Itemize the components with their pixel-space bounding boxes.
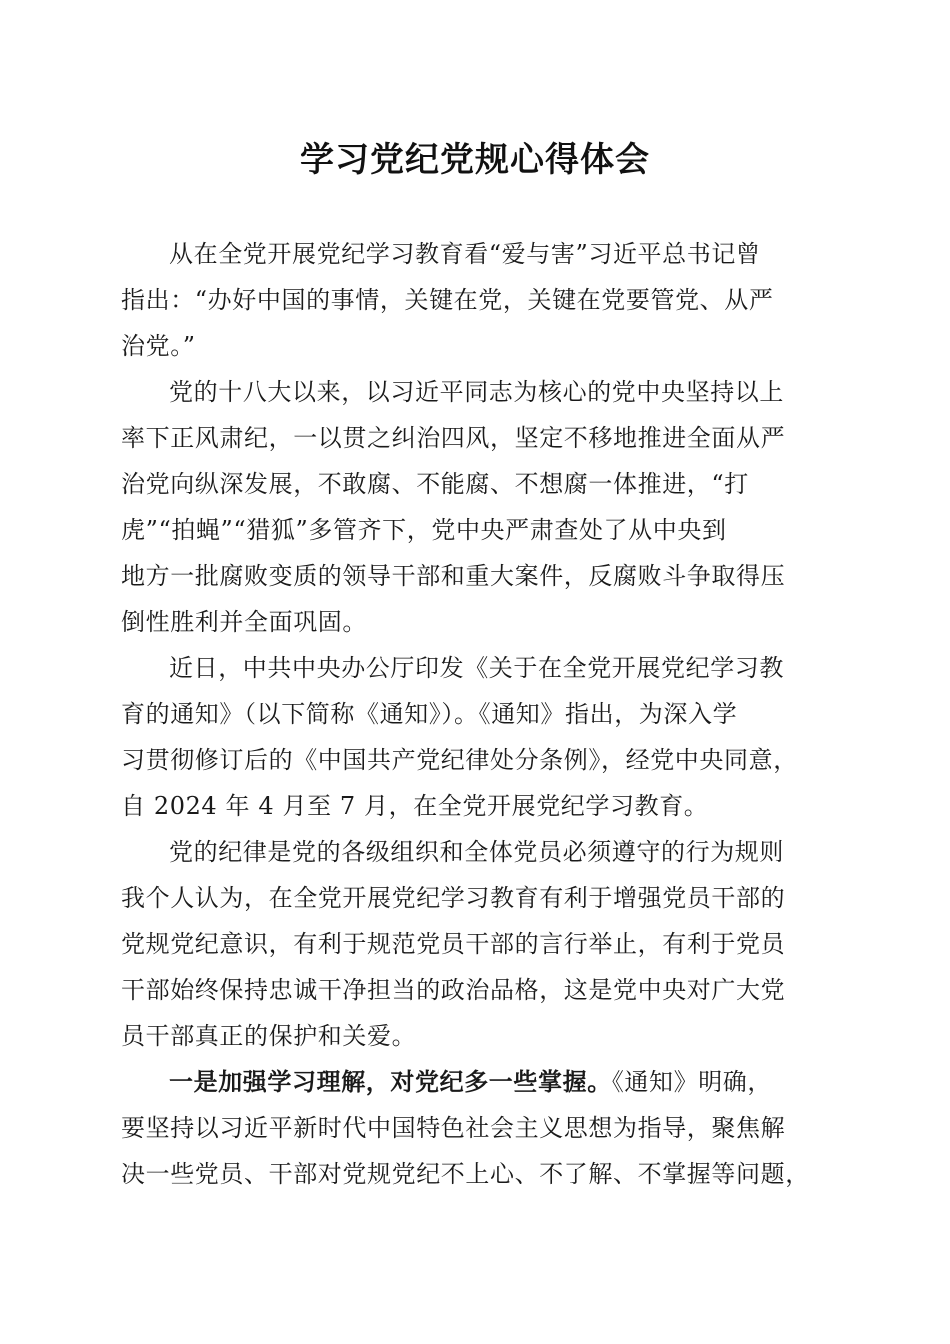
text-line: 自 2024 年 4 月至 7 月，在全党开展党纪学习教育。 bbox=[121, 792, 709, 820]
text-line: 从在全党开展党纪学习教育看“爱与害”习近平总书记曾 bbox=[169, 240, 761, 268]
paragraph-4 bbox=[121, 829, 833, 1059]
text-line: 党的纪律是党的各级组织和全体党员必须遵守的行为规则 bbox=[169, 838, 784, 866]
text-line: 近日，中共中央办公厅印发《关于在全党开展党纪学习教 bbox=[169, 654, 784, 682]
paragraph-2 bbox=[121, 369, 833, 645]
text-line: 习贯彻修订后的《中国共产党纪律处分条例》，经党中央同意， bbox=[121, 746, 798, 774]
text-line: 育的通知》（以下简称《通知》）。《通知》指出，为深入学 bbox=[121, 700, 738, 728]
text-line: 指出：“办好中国的事情，关键在党，关键在党要管党、从严 bbox=[121, 286, 774, 314]
text-line: 治党向纵深发展，不敢腐、不能腐、不想腐一体推进，“打 bbox=[121, 470, 749, 498]
text-line: 决一些党员、干部对党规党纪不上心、不了解、不掌握等问题， bbox=[121, 1160, 810, 1188]
text-line: 地方一批腐败变质的领导干部和重大案件，反腐败斗争取得压 bbox=[121, 562, 786, 590]
paragraph-3 bbox=[121, 645, 833, 829]
text-line: 党的十八大以来，以习近平同志为核心的党中央坚持以上 bbox=[169, 378, 784, 406]
lead-sentence: 一是加强学习理解，对党纪多一些掌握。 bbox=[169, 1067, 612, 1096]
paragraph-1 bbox=[121, 231, 833, 369]
text-line: 率下正风肃纪，一以贯之纠治四风，坚定不移地推进全面从严 bbox=[121, 424, 786, 452]
paragraph-5 bbox=[121, 1059, 833, 1197]
text-line: 我个人认为，在全党开展党纪学习教育有利于增强党员干部的 bbox=[121, 884, 786, 912]
document-body bbox=[121, 231, 833, 1197]
lead-continuation: 《通知》明确， bbox=[611, 1068, 773, 1096]
text-line: 虎”“拍蝇”“猎狐”多管齐下，党中央严肃查处了从中央到 bbox=[121, 516, 727, 544]
text-line bbox=[121, 1059, 833, 1105]
text-line: 员干部真正的保护和关爱。 bbox=[121, 1022, 417, 1050]
text-line: 干部始终保持忠诚干净担当的政治品格，这是党中央对广大党 bbox=[121, 976, 786, 1004]
document-title: 学习党纪党规心得体会 bbox=[300, 140, 650, 180]
text-line: 要坚持以习近平新时代中国特色社会主义思想为指导，聚焦解 bbox=[121, 1114, 786, 1142]
text-line: 治党。” bbox=[121, 332, 196, 360]
text-line: 倒性胜利并全面巩固。 bbox=[121, 608, 367, 636]
text-line: 党规党纪意识，有利于规范党员干部的言行举止，有利于党员 bbox=[121, 930, 786, 958]
